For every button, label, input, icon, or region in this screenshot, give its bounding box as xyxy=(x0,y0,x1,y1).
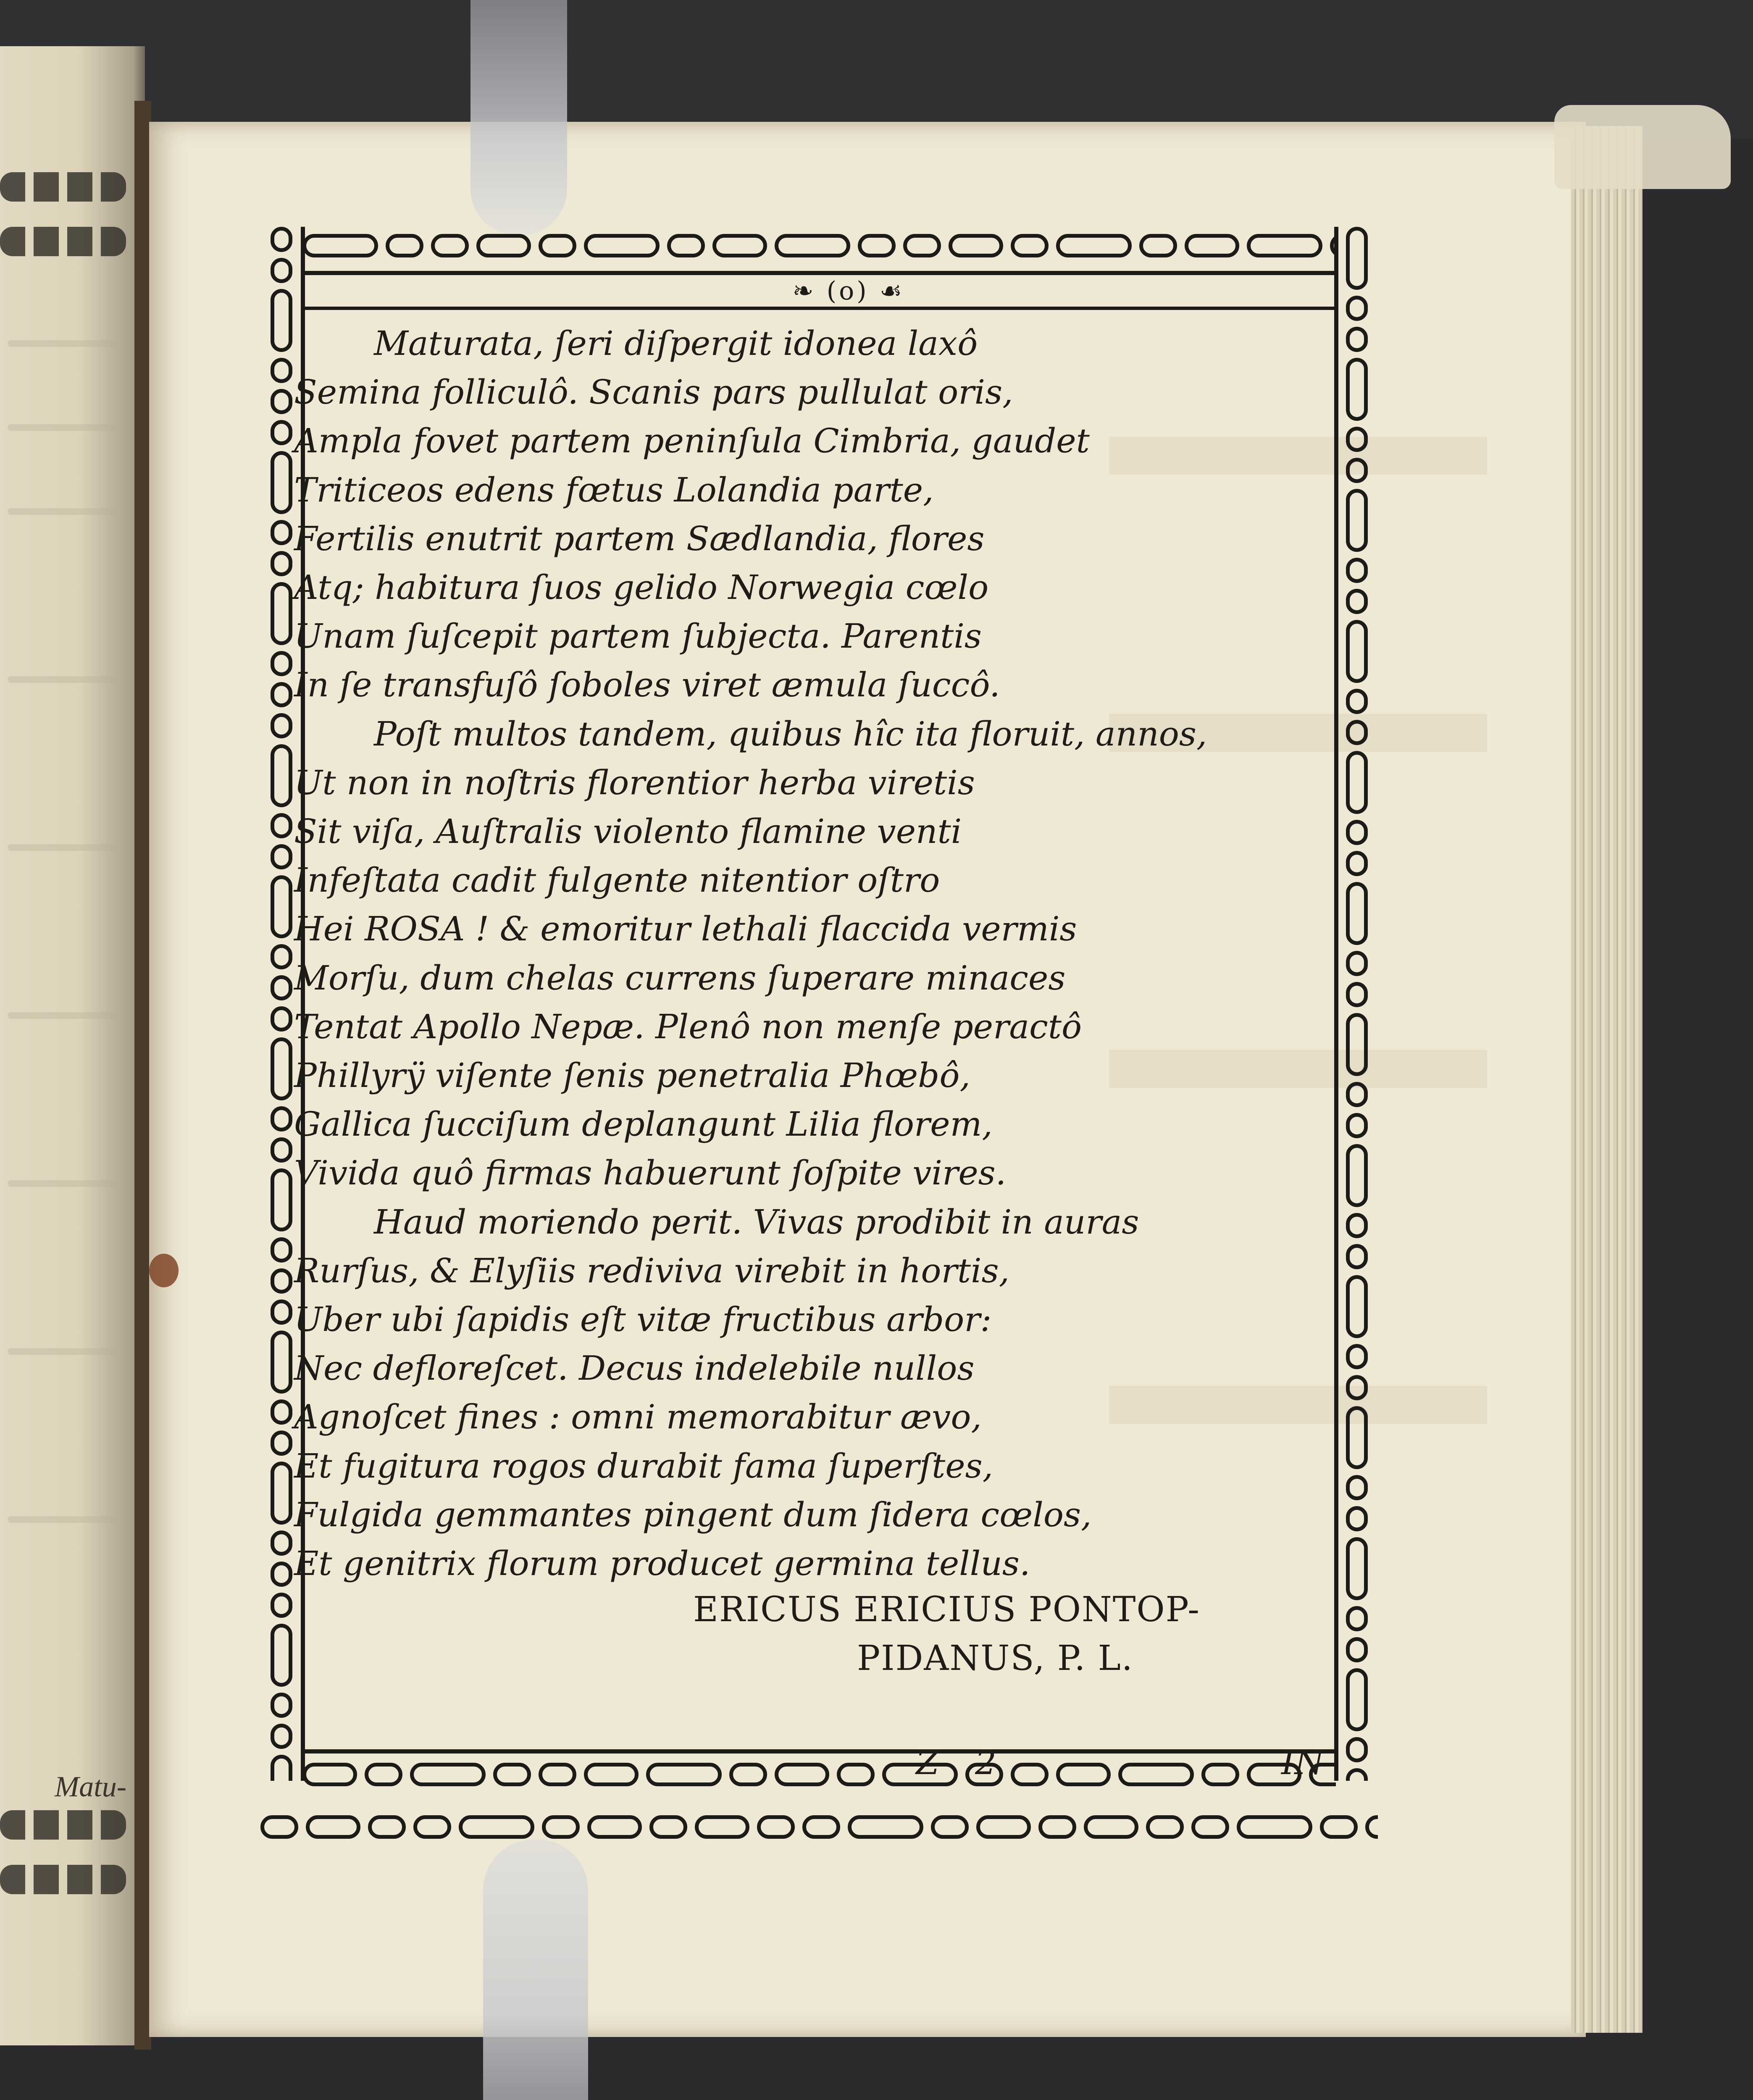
border-oval-ornament xyxy=(1237,1815,1312,1839)
border-oval-ornament xyxy=(646,1763,722,1786)
border-oval-ornament xyxy=(1346,427,1368,452)
poem-line: Phillyrÿ viſente ſenis penetralia Phœbô, xyxy=(294,1056,970,1095)
border-oval-ornament xyxy=(271,1431,292,1456)
book-cover-edge xyxy=(134,101,151,2050)
border-oval-ornament xyxy=(1346,1244,1368,1269)
border-oval-ornament xyxy=(271,844,292,869)
border-oval-ornament xyxy=(271,1106,292,1131)
left-ornament-band xyxy=(0,172,126,202)
border-base-band xyxy=(260,1806,1378,1848)
border-oval-ornament xyxy=(1084,1815,1138,1839)
border-right-rule xyxy=(1334,227,1338,1781)
paper-stain xyxy=(149,1254,179,1287)
left-page-catchword: Matu- xyxy=(55,1771,127,1803)
border-oval-ornament xyxy=(802,1815,840,1839)
border-oval-ornament xyxy=(584,1763,639,1786)
border-oval-ornament xyxy=(271,1724,292,1749)
border-oval-ornament xyxy=(1118,1763,1194,1786)
page-corner-fold xyxy=(1554,105,1731,189)
border-oval-ornament xyxy=(1056,1763,1111,1786)
poem-body xyxy=(294,319,1327,1588)
poem-line: Haud moriendo perit. Vivas prodibit in auras xyxy=(374,1202,1139,1242)
left-ornament-band xyxy=(0,1810,126,1840)
poem-line: Infeſtata cadit fulgente nitentior oſtro xyxy=(294,861,940,900)
poem-line: Gallica ſucciſum deplangunt Lilia florem, xyxy=(294,1105,993,1144)
signature-line-2: PIDANUS, P. L. xyxy=(857,1638,1133,1678)
border-oval-ornament xyxy=(271,1462,292,1525)
left-ghost-line xyxy=(8,1180,117,1187)
poem-line: Tentat Apollo Nepæ. Plenô non menſe peractô xyxy=(294,1007,1082,1046)
border-oval-ornament xyxy=(1346,589,1368,614)
border-oval-ornament xyxy=(431,234,469,257)
border-oval-ornament xyxy=(271,1530,292,1556)
page-edge-stack xyxy=(1571,126,1643,2033)
border-right-column xyxy=(1340,227,1374,1781)
border-oval-ornament xyxy=(271,813,292,838)
left-ghost-line xyxy=(8,1012,117,1019)
border-oval-ornament xyxy=(271,520,292,545)
border-oval-ornament xyxy=(1247,234,1322,257)
poem-line: Maturata, ſeri diſpergit idonea laxô xyxy=(374,324,978,363)
border-oval-ornament xyxy=(542,1815,580,1839)
border-oval-ornament xyxy=(1346,689,1368,714)
poem-line: Agnoſcet fines : omni memorabitur ævo, xyxy=(294,1397,982,1437)
catchword: IN xyxy=(1281,1743,1324,1782)
border-oval-ornament xyxy=(1346,1213,1368,1238)
border-oval-ornament xyxy=(1346,1475,1368,1500)
border-oval-ornament xyxy=(1346,751,1368,814)
border-oval-ornament xyxy=(712,234,767,257)
border-oval-ornament xyxy=(302,1763,357,1786)
border-left-column xyxy=(265,227,298,1781)
border-oval-ornament xyxy=(1038,1815,1076,1839)
poem-line: Fertilis enutrit partem Sædlandia, flores xyxy=(294,519,985,558)
border-oval-ornament xyxy=(476,234,531,257)
border-oval-ornament xyxy=(1056,234,1132,257)
border-oval-ornament xyxy=(271,227,292,252)
poem-line: Rurſus, & Elyſiis rediviva virebit in hortis, xyxy=(294,1251,1010,1290)
left-ghost-line xyxy=(8,844,117,851)
border-oval-ornament xyxy=(271,1037,292,1100)
poem-line: Atq; habitura ſuos gelido Norwegia cœlo xyxy=(294,568,989,607)
border-oval-ornament xyxy=(931,1815,969,1839)
border-oval-ornament xyxy=(1320,1815,1358,1839)
poem-line: Semina folliculô. Scanis pars pullulat oris, xyxy=(294,373,1013,412)
border-oval-ornament xyxy=(775,1763,829,1786)
border-oval-ornament xyxy=(1346,1506,1368,1531)
border-oval-ornament xyxy=(1346,1113,1368,1138)
border-oval-ornament xyxy=(1346,1375,1368,1400)
left-ghost-line xyxy=(8,676,117,683)
border-oval-ornament xyxy=(837,1763,875,1786)
signature-line-1: ERICUS ERICIUS PONTOP- xyxy=(693,1590,1201,1630)
border-oval-ornament xyxy=(271,1593,292,1618)
border-oval-ornament xyxy=(271,975,292,1000)
border-oval-ornament xyxy=(1346,1737,1368,1762)
author-signature xyxy=(693,1586,1200,1683)
border-oval-ornament xyxy=(271,451,292,514)
border-oval-ornament xyxy=(729,1763,767,1786)
border-oval-ornament xyxy=(848,1815,923,1839)
border-oval-ornament xyxy=(1346,1668,1368,1731)
page-clip-bottom xyxy=(483,1840,588,2100)
border-oval-ornament xyxy=(587,1815,642,1839)
poem-line: Uber ubi ſapidis eſt vitæ fructibus arbor: xyxy=(294,1300,992,1339)
border-oval-ornament xyxy=(1346,1537,1368,1600)
poem-line: Vivida quô firmas habuerunt ſoſpite vires. xyxy=(294,1153,1007,1193)
border-oval-ornament xyxy=(584,234,660,257)
border-oval-ornament xyxy=(976,1815,1031,1839)
signature-mark: Z 2 xyxy=(916,1743,996,1782)
border-oval-ornament xyxy=(271,1168,292,1231)
poem-line: Et genitrix florum producet germina tellus. xyxy=(294,1544,1030,1583)
border-oval-ornament xyxy=(271,1237,292,1263)
border-oval-ornament xyxy=(271,1268,292,1294)
border-oval-ornament xyxy=(1346,882,1368,945)
poem-line: Unam ſuſcepit partem ſubjecta. Parentis xyxy=(294,617,982,656)
border-bottom-band xyxy=(302,1756,1336,1793)
headpiece-rule xyxy=(302,307,1336,310)
border-oval-ornament xyxy=(1201,1763,1239,1786)
border-oval-ornament xyxy=(1346,720,1368,745)
border-oval-ornament xyxy=(271,944,292,969)
poem-line: Triticeos edens fœtus Lolandia parte, xyxy=(294,470,934,509)
scan-background-bottom xyxy=(0,2045,1753,2100)
border-oval-ornament xyxy=(1346,620,1368,683)
left-ghost-line xyxy=(8,1516,117,1523)
border-oval-ornament xyxy=(368,1815,406,1839)
border-oval-ornament xyxy=(413,1815,451,1839)
border-oval-ornament xyxy=(1346,1606,1368,1631)
headpiece-ornament: ❧ (o) ☙ xyxy=(792,276,905,306)
border-oval-ornament xyxy=(1346,1344,1368,1369)
border-oval-ornament xyxy=(271,258,292,283)
border-top-band xyxy=(302,227,1336,265)
poem-line: Et fugitura rogos durabit fama ſuperſtes, xyxy=(294,1446,993,1486)
border-oval-ornament xyxy=(271,582,292,645)
border-top-rule xyxy=(302,271,1336,275)
border-oval-ornament xyxy=(271,682,292,707)
border-oval-ornament xyxy=(1346,1768,1368,1781)
border-oval-ornament xyxy=(1139,234,1177,257)
border-oval-ornament xyxy=(539,1763,576,1786)
border-oval-ornament xyxy=(649,1815,687,1839)
border-oval-ornament xyxy=(271,875,292,938)
left-ornament-band xyxy=(0,227,126,256)
border-oval-ornament xyxy=(271,358,292,383)
border-oval-ornament xyxy=(271,651,292,676)
border-oval-ornament xyxy=(271,1006,292,1032)
border-oval-ornament xyxy=(365,1763,402,1786)
border-oval-ornament xyxy=(271,713,292,738)
border-oval-ornament xyxy=(271,1299,292,1325)
border-oval-ornament xyxy=(493,1763,531,1786)
border-oval-ornament xyxy=(271,1331,292,1394)
border-oval-ornament xyxy=(1346,951,1368,976)
border-oval-ornament xyxy=(260,1815,298,1839)
border-oval-ornament xyxy=(1346,458,1368,483)
border-oval-ornament xyxy=(1011,1763,1049,1786)
poem-line: Morſu, dum chelas currens ſuperare minaces xyxy=(294,958,1066,998)
border-oval-ornament xyxy=(271,1562,292,1587)
border-oval-ornament xyxy=(271,1399,292,1425)
poem-line: Ampla fovet partem peninſula Cimbria, gaudet xyxy=(294,421,1090,461)
left-facing-page xyxy=(0,46,145,2045)
border-oval-ornament xyxy=(1346,358,1368,421)
border-oval-ornament xyxy=(1346,558,1368,583)
left-ghost-line xyxy=(8,424,117,431)
border-oval-ornament xyxy=(271,1137,292,1163)
poem-line: Fulgida gemmantes pingent dum ſidera cœlos, xyxy=(294,1495,1092,1534)
border-oval-ornament xyxy=(271,1755,292,1781)
border-oval-ornament xyxy=(1346,1637,1368,1662)
border-oval-ornament xyxy=(271,289,292,352)
border-oval-ornament xyxy=(271,1624,292,1687)
border-oval-ornament xyxy=(539,234,576,257)
border-oval-ornament xyxy=(386,234,423,257)
border-oval-ornament xyxy=(1346,227,1368,290)
border-oval-ornament xyxy=(1191,1815,1229,1839)
poem-line: Ut non in noſtris florentior herba viretis xyxy=(294,763,975,802)
border-oval-ornament xyxy=(1346,296,1368,321)
border-oval-ornament xyxy=(271,551,292,576)
poem-line: In ſe transfuſô ſoboles viret æmula ſuccô. xyxy=(294,665,1000,705)
border-oval-ornament xyxy=(271,389,292,414)
border-oval-ornament xyxy=(306,1815,360,1839)
page-clip-top xyxy=(470,0,567,235)
poem-line: Sit viſa, Auſtralis violento flamine venti xyxy=(294,812,962,851)
border-oval-ornament xyxy=(271,420,292,445)
poem-line: Poſt multos tandem, quibus hîc ita floruit, annos, xyxy=(374,714,1207,753)
left-ghost-line xyxy=(8,1348,117,1355)
border-oval-ornament xyxy=(1346,1275,1368,1338)
poem-line: Nec defloreſcet. Decus indelebile nullos xyxy=(294,1349,975,1388)
border-oval-ornament xyxy=(757,1815,795,1839)
border-oval-ornament xyxy=(1346,489,1368,552)
left-ghost-line xyxy=(8,508,117,515)
scan-background-top xyxy=(0,0,1753,139)
border-oval-ornament xyxy=(903,234,941,257)
border-oval-ornament xyxy=(1346,851,1368,876)
border-oval-ornament xyxy=(1346,982,1368,1007)
border-oval-ornament xyxy=(1185,234,1239,257)
border-oval-ornament xyxy=(1346,1013,1368,1076)
border-oval-ornament xyxy=(1346,1082,1368,1107)
border-oval-ornament xyxy=(949,234,1003,257)
border-oval-ornament xyxy=(667,234,705,257)
border-oval-ornament xyxy=(410,1763,486,1786)
border-oval-ornament xyxy=(695,1815,749,1839)
border-oval-ornament xyxy=(1346,820,1368,845)
border-oval-ornament xyxy=(1011,234,1049,257)
border-bottom-rule xyxy=(302,1749,1336,1754)
left-ghost-line xyxy=(8,340,117,347)
border-oval-ornament xyxy=(271,1693,292,1718)
border-oval-ornament xyxy=(1146,1815,1184,1839)
border-oval-ornament xyxy=(1346,327,1368,352)
border-oval-ornament xyxy=(1365,1815,1378,1839)
border-oval-ornament xyxy=(302,234,378,257)
poem-line: Hei ROSA ! & emoritur lethali flaccida vermis xyxy=(294,909,1077,949)
left-ornament-band xyxy=(0,1865,126,1894)
border-oval-ornament xyxy=(459,1815,534,1839)
border-oval-ornament xyxy=(858,234,896,257)
border-oval-ornament xyxy=(271,744,292,807)
border-oval-ornament xyxy=(1346,1406,1368,1469)
border-oval-ornament xyxy=(775,234,850,257)
border-oval-ornament xyxy=(1346,1144,1368,1207)
